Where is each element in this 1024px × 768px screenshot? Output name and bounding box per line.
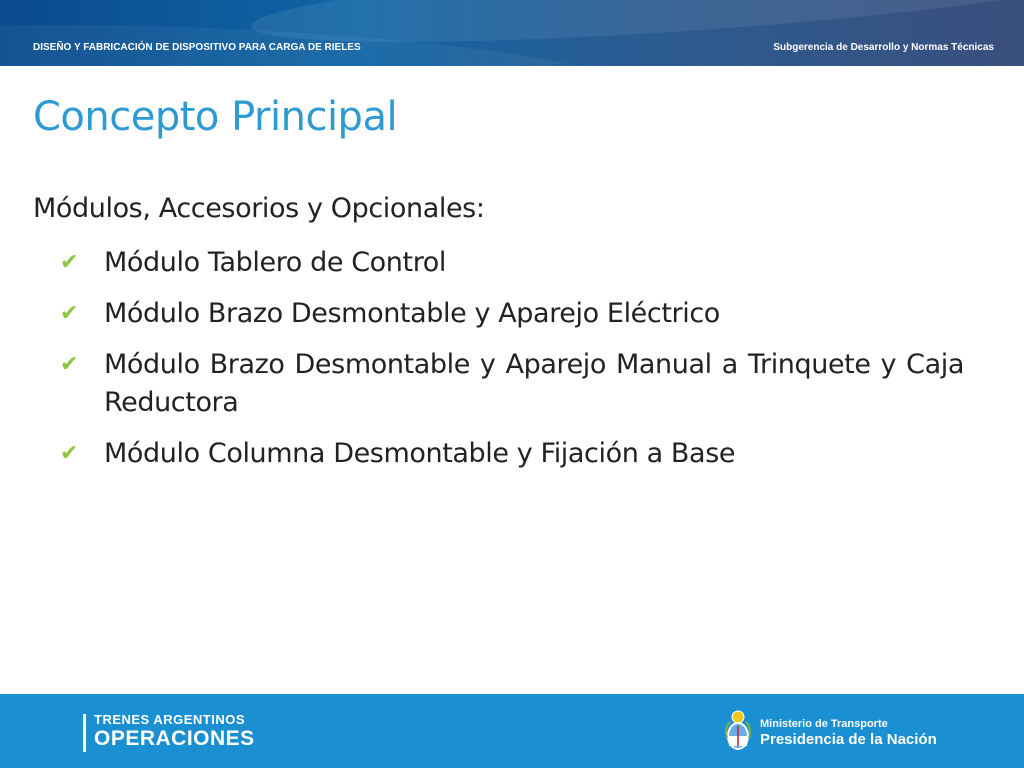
- check-icon: ✔: [60, 441, 79, 466]
- presidency-name: Presidencia de la Nación: [760, 731, 937, 748]
- check-icon: ✔: [60, 352, 79, 377]
- list-item-text: Módulo Brazo Desmontable y Aparejo Manual a Trinquete y Caja Reductora: [104, 349, 964, 418]
- slide-title: Concepto Principal: [33, 94, 398, 140]
- list-item-text: Módulo Columna Desmontable y Fijación a Base: [104, 438, 736, 469]
- list-item-text: Módulo Brazo Desmontable y Aparejo Eléctrico: [104, 298, 720, 329]
- list-item: [60, 346, 964, 422]
- list-item: [60, 295, 964, 333]
- slide-subtitle: Módulos, Accesorios y Opcionales:: [33, 193, 485, 224]
- header-project-title: DISEÑO Y FABRICACIÓN DE DISPOSITIVO PARA CARGA DE RIELES: [33, 42, 361, 53]
- check-icon: ✔: [60, 301, 79, 326]
- ministry-name: Ministerio de Transporte: [760, 718, 888, 730]
- header-department: Subgerencia de Desarrollo y Normas Técnicas: [773, 42, 994, 53]
- list-item: [60, 435, 964, 473]
- list-item-text: Módulo Tablero de Control: [104, 247, 447, 278]
- check-icon: ✔: [60, 250, 79, 275]
- module-list: [60, 244, 964, 486]
- list-item: [60, 244, 964, 282]
- brand-divider-bar: [83, 714, 86, 752]
- brand-name-line2: OPERACIONES: [94, 727, 255, 750]
- slide-header: [0, 0, 1024, 66]
- brand-name-line1: TRENES ARGENTINOS: [94, 712, 246, 727]
- coat-of-arms-icon: [724, 708, 752, 754]
- slide-footer: [0, 694, 1024, 768]
